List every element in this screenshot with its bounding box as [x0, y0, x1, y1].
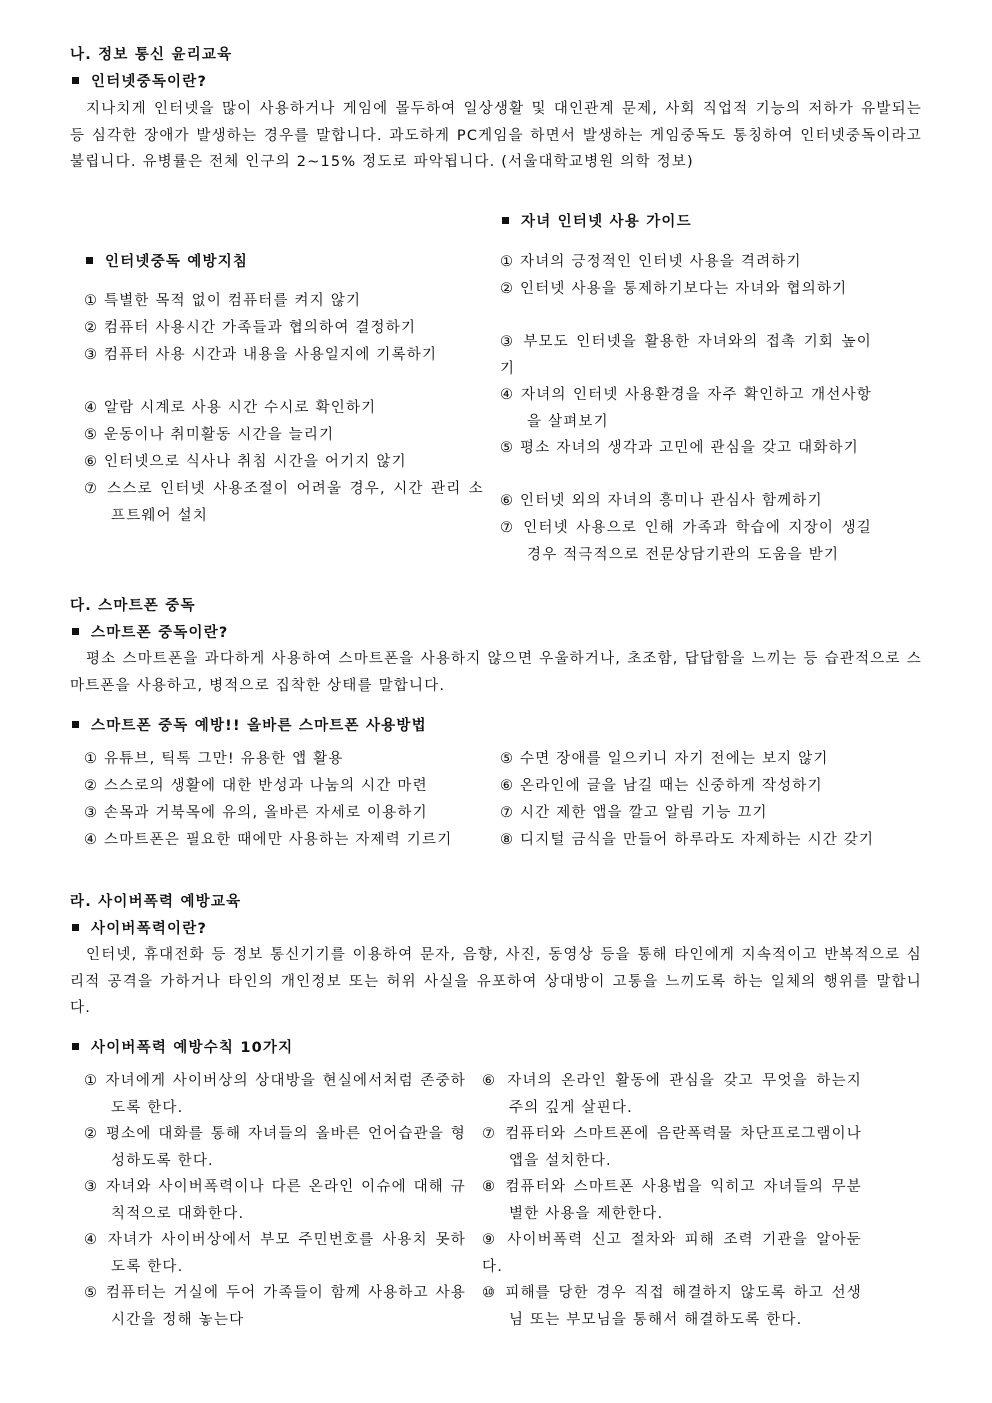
list-item: ② 컴퓨터 사용시간 가족들과 협의하여 결정하기 [84, 320, 417, 336]
smartphone-addiction-body: 평소 스마트폰을 과다하게 사용하여 스마트폰을 사용하지 않으면 우울하거나, 초조함, 답답함을 느끼는 등 습관적으로 스마트폰을 사용하고, 병적으로 집착한 상태를 말합니다. [70, 651, 922, 694]
list-item: ② 스스로의 생활에 대한 반성과 나눔의 시간 마련 [84, 778, 428, 794]
cyber-rules-title: 사이버폭력 예방수칙 10가지 [72, 1038, 293, 1058]
list-item: ③ 자녀와 사이버폭력이나 다른 온라인 이슈에 대해 규칙적으로 대화한다. [84, 1179, 466, 1222]
list-item: ⑥ 인터넷으로 식사나 취침 시간을 어기지 않기 [84, 454, 407, 470]
internet-addiction-body: 지나치게 인터넷을 많이 사용하거나 게임에 몰두하여 일상생활 및 대인관계 문제, 사회 직업적 기능의 저하가 유발되는 등 심각한 장애가 발생하는 경우를 말합니다. 과도하게 PC게임을 하면서 발생하는 게임중독도 통칭하여 인터넷중독이라고 불립니다. 유병률은 전체 인구의 2~15% 정도로 파악됩니다. (서울대학교병원 의학 정보) [70, 101, 922, 170]
list-item: ⑥ 자녀의 온라인 활동에 관심을 갖고 무엇을 하는지 주의 깊게 살핀다. [482, 1073, 862, 1116]
list-item: ④ 자녀가 사이버상에서 부모 주민번호를 사용치 못하도록 한다. [84, 1232, 466, 1275]
list-item: ⑥ 온라인에 글을 남길 때는 신중하게 작성하기 [500, 778, 823, 794]
list-item: ⑦ 시간 제한 앱을 깔고 알림 기능 끄기 [500, 805, 768, 821]
list-item: ⑩ 피해를 당한 경우 직접 해결하지 않도록 하고 선생님 또는 부모님을 통해서 해결하도록 한다. [482, 1285, 862, 1328]
list-item: ⑥ 인터넷 외의 자녀의 흥미나 관심사 함께하기 [500, 493, 823, 509]
list-item: ③ 손목과 거북목에 유의, 올바른 자세로 이용하기 [84, 805, 428, 821]
list-item: ② 평소에 대화를 통해 자녀들의 올바른 언어습관을 형성하도록 한다. [84, 1126, 466, 1169]
list-item: ① 자녀에게 사이버상의 상대방을 현실에서처럼 존중하도록 한다. [84, 1073, 466, 1116]
child-guide-title: 자녀 인터넷 사용 가이드 [502, 212, 692, 232]
list-item: ② 인터넷 사용을 통제하기보다는 자녀와 협의하기 [500, 281, 848, 297]
list-item: ⑦ 컴퓨터와 스마트폰에 음란폭력물 차단프로그램이나 앱을 설치한다. [482, 1126, 862, 1169]
section-da-heading: 다. 스마트폰 중독 [70, 598, 196, 614]
list-item: ④ 자녀의 인터넷 사용환경을 자주 확인하고 개선사항을 살펴보기 [500, 387, 872, 430]
list-item: ⑤ 컴퓨터는 거실에 두어 가족들이 함께 사용하고 사용시간을 정해 놓는다 [84, 1285, 466, 1328]
list-item: ③ 컴퓨터 사용 시간과 내용을 사용일지에 기록하기 [84, 347, 438, 363]
smartphone-addiction-title: 스마트폰 중독이란? [72, 623, 229, 643]
smartphone-usage-title: 스마트폰 중독 예방!! 올바른 스마트폰 사용방법 [72, 716, 427, 736]
list-item: ⑨ 사이버폭력 신고 절차와 피해 조력 기관을 알아둔다. [482, 1232, 862, 1275]
list-item: ⑤ 운동이나 취미활동 시간을 늘리기 [84, 427, 335, 443]
internet-addiction-title: 인터넷중독이란? [72, 72, 207, 92]
list-item: ⑦ 스스로 인터넷 사용조절이 어려울 경우, 시간 관리 소프트웨어 설치 [84, 481, 484, 524]
list-item: ⑤ 평소 자녀의 생각과 고민에 관심을 갖고 대화하기 [500, 440, 860, 456]
list-item: ⑤ 수면 장애를 일으키니 자기 전에는 보지 않기 [500, 751, 829, 767]
list-item: ⑦ 인터넷 사용으로 인해 가족과 학습에 지장이 생길 경우 적극적으로 전문상담기관의 도움을 받기 [500, 520, 872, 563]
list-item: ① 유튜브, 틱톡 그만! 유용한 앱 활용 [84, 751, 344, 767]
list-item: ④ 스마트폰은 필요한 때에만 사용하는 자제력 기르기 [84, 832, 453, 848]
cyber-violence-title: 사이버폭력이란? [72, 919, 207, 939]
prevention-title: 인터넷중독 예방지침 [86, 252, 248, 272]
list-item: ④ 알람 시계로 사용 시간 수시로 확인하기 [84, 400, 377, 416]
cyber-violence-body: 인터넷, 휴대전화 등 정보 통신기기를 이용하여 문자, 음향, 사진, 동영상 등을 통해 타인에게 지속적이고 반복적으로 심리적 공격을 가하거나 타인의 개인정보 또는 허위 사실을 유포하여 상대방이 고통을 느끼도록 하는 일체의 행위를 말합니다. [70, 947, 922, 1016]
list-item: ③ 부모도 인터넷을 활용한 자녀와의 접촉 기회 높이기 [500, 334, 872, 377]
section-na-heading: 나. 정보 통신 윤리교육 [70, 47, 233, 63]
list-item: ⑧ 컴퓨터와 스마트폰 사용법을 익히고 자녀들의 무분별한 사용을 제한한다. [482, 1179, 862, 1222]
list-item: ① 특별한 목적 없이 컴퓨터를 켜지 않기 [84, 293, 362, 309]
list-item: ⑧ 디지털 금식을 만들어 하루라도 자제하는 시간 갖기 [500, 832, 875, 848]
list-item: ① 자녀의 긍정적인 인터넷 사용을 격려하기 [500, 254, 802, 270]
section-ra-heading: 라. 사이버폭력 예방교육 [70, 894, 242, 910]
